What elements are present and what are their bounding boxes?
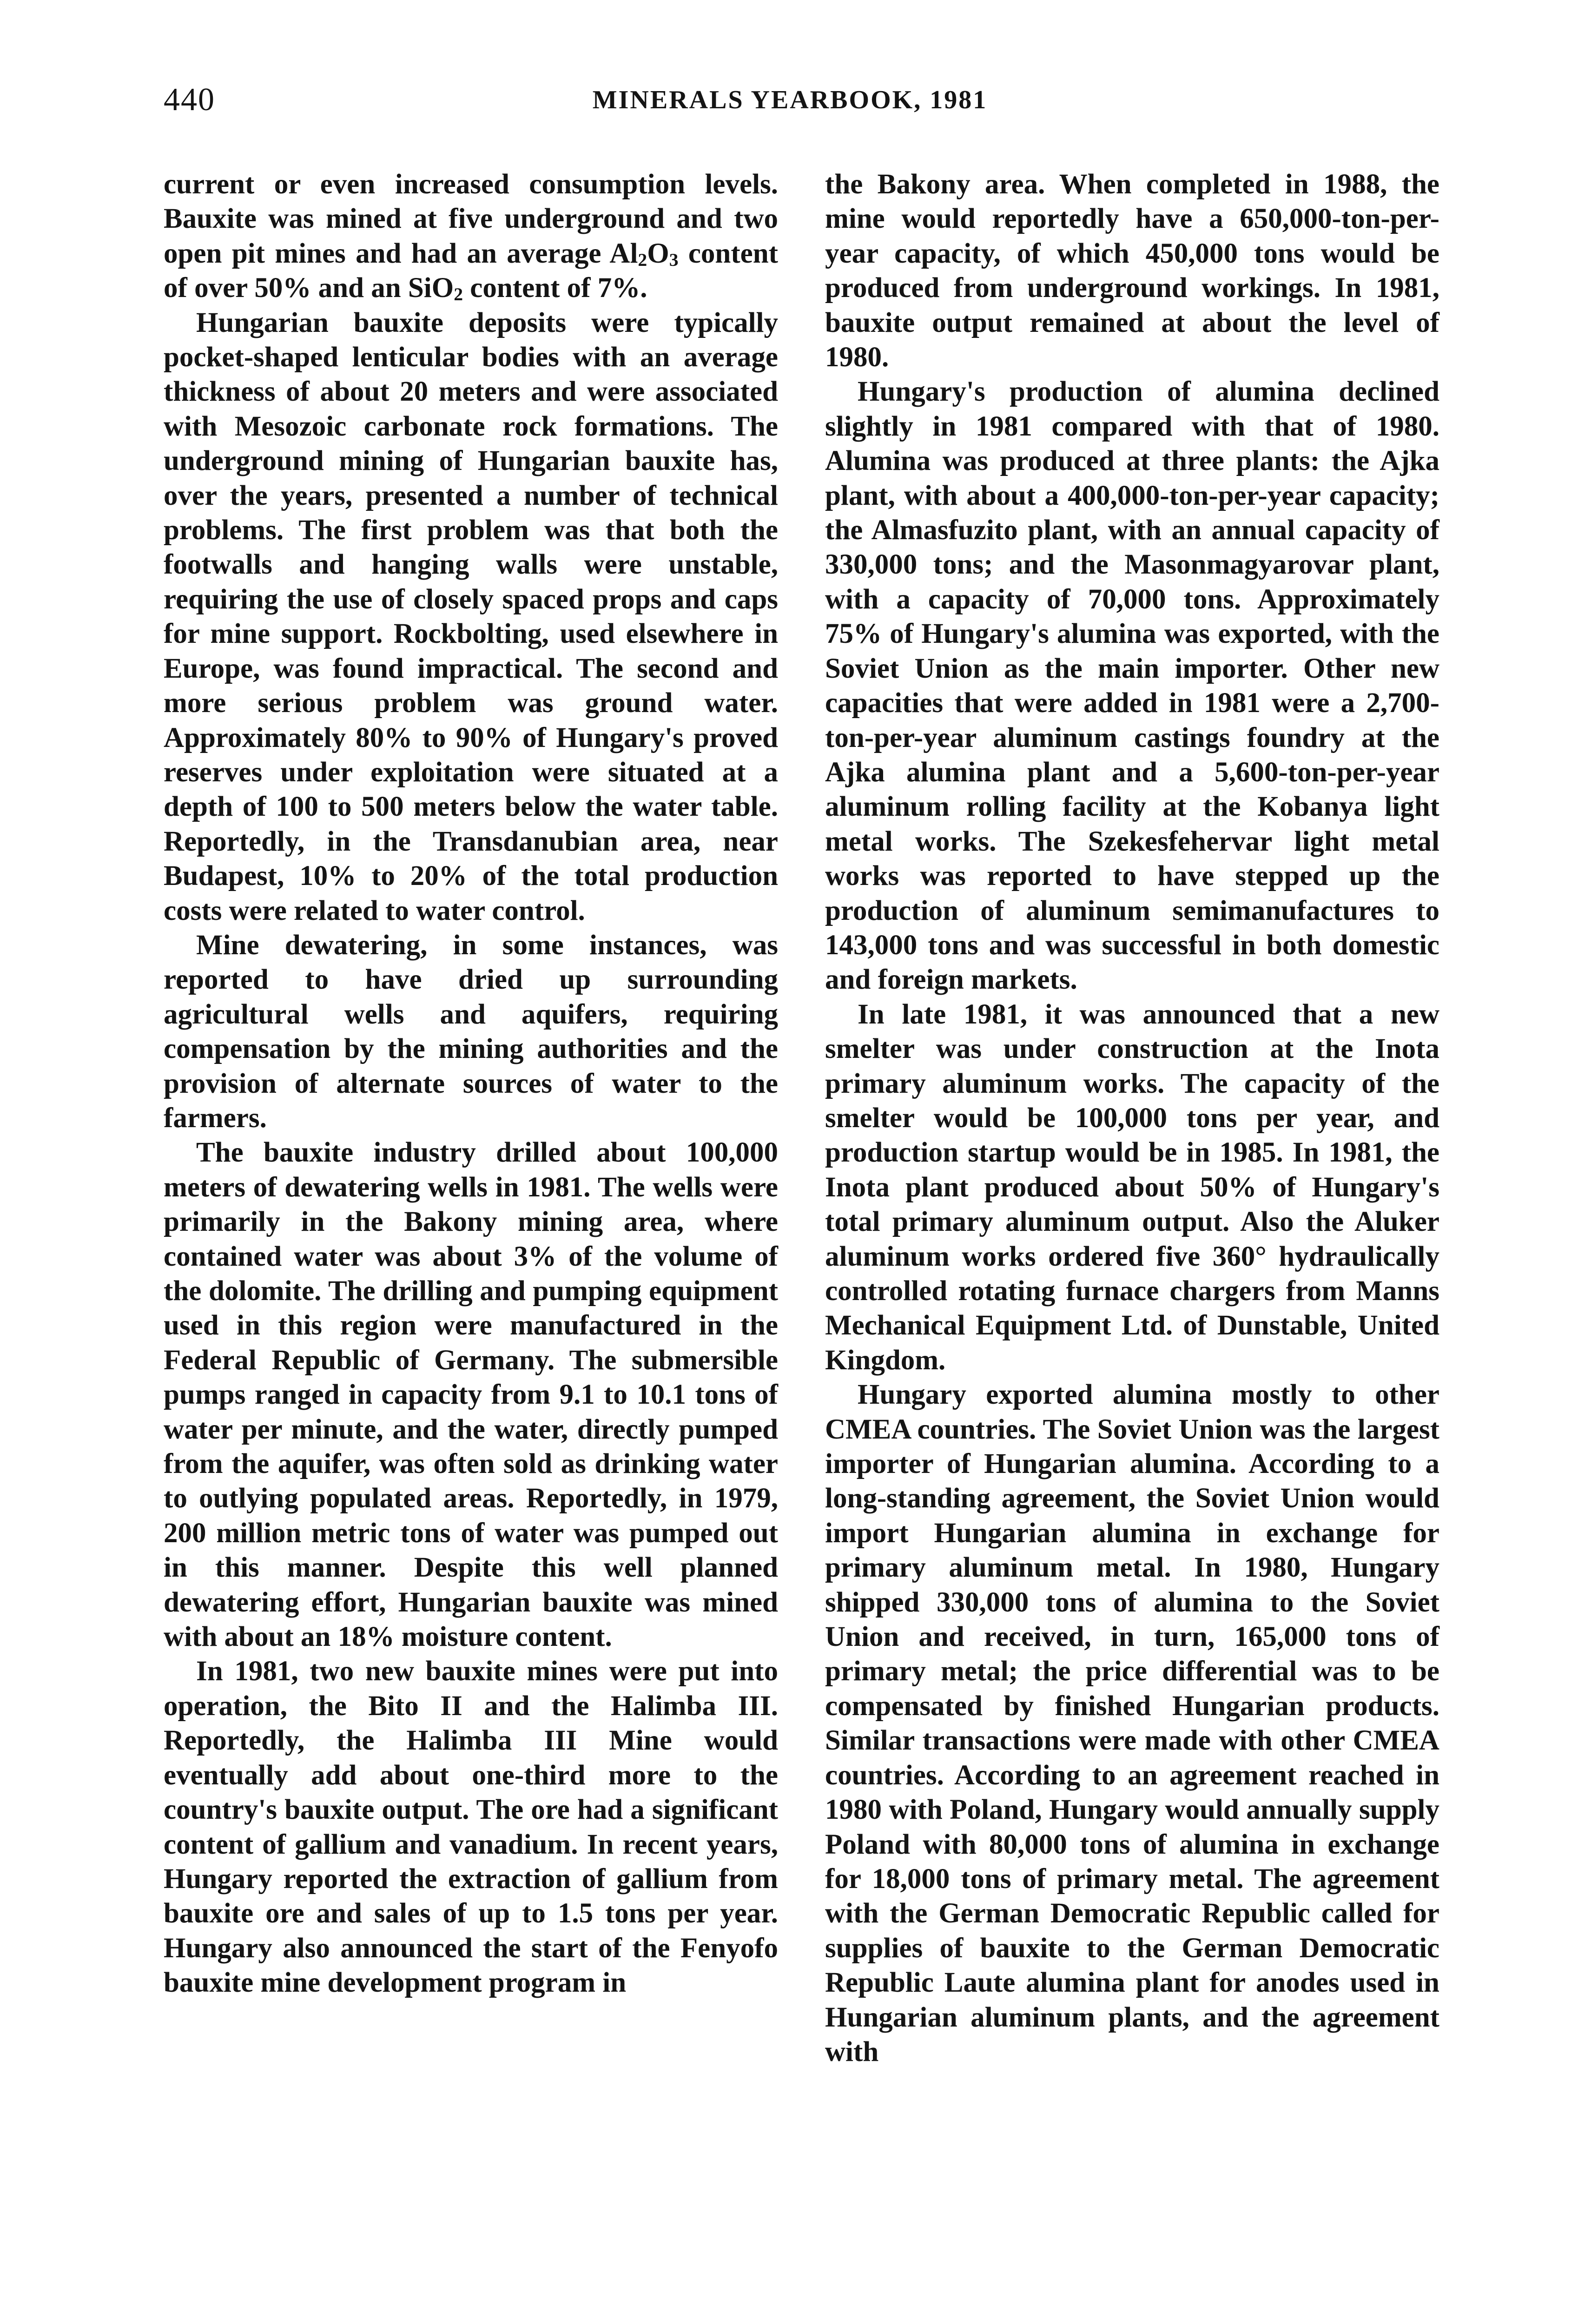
paragraph-new-smelter: In late 1981, it was announced that a new smelter was under construction at the Inota primary aluminum works. The capacity of the smelter would be 100,000 tons per year, and production startup would be in 1985. In 1981, the Inota plant produced about 50% of Hungary's total primary aluminum output. Also the Aluker aluminum works ordered five 360° hydraulically controlled rotating furnace chargers from Manns Mechanical Equipment Ltd. of Dunstable, United Kingdom. — [825, 998, 1439, 1376]
text-run: O — [647, 238, 669, 269]
subscript-2: 2 — [454, 284, 463, 305]
paragraph-consumption-levels — [164, 167, 778, 306]
paragraph-bakony-area: the Bakony area. When completed in 1988, the mine would reportedly have a 650,000-ton-per-year capacity, of which 450,000 tons would be produced from underground workings. In 1981, bauxite output remained at about the level of 1980. — [825, 169, 1439, 373]
right-column — [825, 167, 1439, 2069]
paragraph-alumina-production: Hungary's production of alumina declined slightly in 1981 compared with that of 1980. Alumina was produced at three plants: the Ajka plant, with about a 400,000-ton-per-year capacity; the Almasfuzito plant, with an annual capacity of 330,000 tons; and the Masonmagyarovar plant, with a capacity of 70,000 tons. Approximately 75% of Hungary's alumina was exported, with the Soviet Union as the main importer. Other new capacities that were added in 1981 were a 2,700-ton-per-year aluminum castings foundry at the Ajka alumina plant and a 5,600-ton-per-year aluminum rolling facility at the Kobanya light metal works. The Szekesfehervar light metal works was reported to have stepped up the production of aluminum semimanufactures to 143,000 tons and was successful in both domestic and foreign markets. — [825, 376, 1439, 996]
page-header — [164, 79, 1416, 121]
subscript-3: 3 — [669, 249, 679, 270]
running-title: MINERALS YEARBOOK, 1981 — [592, 86, 988, 114]
paragraph-new-mines: In 1981, two new bauxite mines were put into operation, the Bito II and the Halimba III. Reportedly, the Halimba III Mine would eventually add about one-third more to the country's bauxite output. The ore had a significant content of gallium and vanadium. In recent years, Hungary reported the extraction of gallium from bauxite ore and sales of up to 1.5 tons per year. Hungary also announced the start of the Fenyofo bauxite mine development program in — [164, 1656, 778, 1999]
text-run: content of 7%. — [463, 272, 647, 304]
page-number: 440 — [164, 82, 215, 118]
text-run: content of over 50% and an SiO — [164, 238, 778, 304]
paragraph-bauxite-deposits: Hungarian bauxite deposits were typically pocket-shaped lenticular bodies with an average thickness of about 20 meters and were associated with Mesozoic carbonate rock formations. The underground mining of Hungarian bauxite has, over the years, presented a number of technical problems. The first problem was that both the footwalls and hanging walls were unstable, requiring the use of closely spaced props and caps for mine support. Rockbolting, used elsewhere in Europe, was found impractical. The second and more serious problem was ground water. Approximately 80% to 90% of Hungary's proved reserves under exploitation were situated at a depth of 100 to 500 meters below the water table. Reportedly, in the Transdanubian area, near Budapest, 10% to 20% of the total production costs were related to water control. — [164, 307, 778, 926]
subscript-2: 2 — [638, 249, 647, 270]
text-run: current or even increased consumption levels. Bauxite was mined at five underground and two open pit mines and had an average Al — [164, 169, 778, 269]
left-column — [164, 167, 778, 2000]
paragraph-alumina-exports: Hungary exported alumina mostly to other CMEA countries. The Soviet Union was the largest importer of Hungarian alumina. According to a long-standing agreement, the Soviet Union would import Hungarian alumina in exchange for primary aluminum metal. In 1980, Hungary shipped 330,000 tons of alumina to the Soviet Union and received, in turn, 165,000 tons of primary metal; the price differential was to be compensated by finished Hungarian products. Similar transactions were made with other CMEA countries. According to an agreement reached in 1980 with Poland, Hungary would annually supply Poland with 80,000 tons of alumina in exchange for 18,000 tons of primary metal. The agreement with the German Democratic Republic called for supplies of bauxite to the German Democratic Republic Laute alumina plant for anodes used in Hungarian aluminum plants, and the agreement with — [825, 1379, 1439, 2067]
paragraph-mine-dewatering: Mine dewatering, in some instances, was reported to have dried up surrounding agricultural wells and aquifers, requiring compensation by the mining authorities and the provision of alternate sources of water to the farmers. — [164, 929, 778, 1134]
paragraph-dewatering-wells: The bauxite industry drilled about 100,000 meters of dewatering wells in 1981. The wells were primarily in the Bakony mining area, where contained water was about 3% of the volume of the dolomite. The drilling and pumping equipment used in this region were manufactured in the Federal Republic of Germany. The submersible pumps ranged in capacity from 9.1 to 10.1 tons of water per minute, and the water, directly pumped from the aquifer, was often sold as drinking water to outlying populated areas. Reportedly, in 1979, 200 million metric tons of water was pumped out in this manner. Despite this well planned dewatering effort, Hungarian bauxite was mined with about an 18% moisture content. — [164, 1137, 778, 1653]
